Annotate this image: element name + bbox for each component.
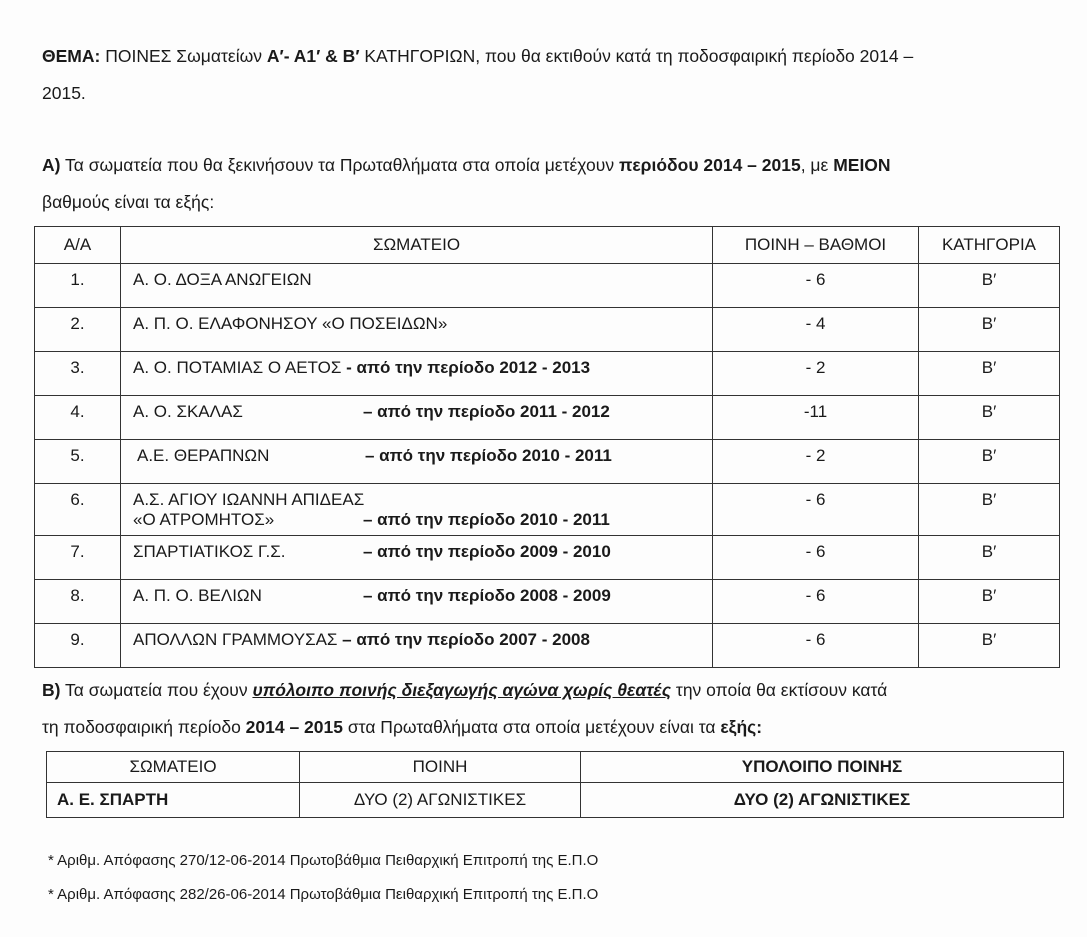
- row-category: Β′: [919, 580, 1060, 624]
- row-category: Β′: [919, 440, 1060, 484]
- club-period: – από την περίοδο 2010 - 2011: [363, 510, 610, 529]
- row-category: Β′: [919, 536, 1060, 580]
- section-b-label: Β): [42, 680, 61, 700]
- row-points: - 6: [713, 264, 919, 308]
- table-row: [35, 624, 1060, 668]
- club-name: ΑΠΟΛΛΩΝ ΓΡΑΜΜΟΥΣΑΣ: [133, 630, 338, 649]
- row-club: [121, 440, 713, 484]
- row-category: Β′: [919, 396, 1060, 440]
- table-row: [35, 396, 1060, 440]
- section-b-period: 2014 – 2015: [245, 717, 343, 737]
- club-name: Α. Π. Ο. ΒΕΛΙΩΝ: [133, 586, 262, 605]
- row-category: Β′: [919, 352, 1060, 396]
- row-category: Β′: [919, 308, 1060, 352]
- row-points: - 4: [713, 308, 919, 352]
- row-category: Β′: [919, 264, 1060, 308]
- row-category: Β′: [919, 484, 1060, 536]
- row-number: 4.: [35, 396, 121, 440]
- row-number: 6.: [35, 484, 121, 536]
- row-points: - 6: [713, 536, 919, 580]
- section-b-text-3: τη ποδοσφαιρική περίοδο: [42, 717, 246, 737]
- club-period: - από την περίοδο 2012 - 2013: [346, 358, 591, 377]
- section-a-label: Α): [42, 155, 61, 175]
- row-number: 5.: [35, 440, 121, 484]
- table-row: [35, 536, 1060, 580]
- row-club: [121, 484, 713, 536]
- table-header-row: [47, 752, 1064, 783]
- row-club: [121, 624, 713, 668]
- row-number: 7.: [35, 536, 121, 580]
- row-club: [121, 396, 713, 440]
- club-period: – από την περίοδο 2010 - 2011: [365, 446, 612, 465]
- row-number: 3.: [35, 352, 121, 396]
- club-name: Α. Π. Ο. ΕΛΑΦΟΝΗΣΟΥ «Ο ΠΟΣΕΙΔΩΝ»: [133, 314, 448, 333]
- row-points: - 6: [713, 624, 919, 668]
- row-number: 9.: [35, 624, 121, 668]
- header-club: ΣΩΜΑΤΕΙΟ: [121, 227, 713, 264]
- row-club: Α. Ε. ΣΠΑΡΤΗ: [47, 783, 300, 818]
- penalty-points-table: [34, 226, 1060, 668]
- table-row: [35, 308, 1060, 352]
- section-b-underlined: υπόλοιπο ποινής διεξαγωγής αγώνα χωρίς θεατές: [252, 680, 672, 700]
- club-name-line-2: «Ο ΑΤΡΟΜΗΤΟΣ»: [133, 510, 275, 529]
- row-points: - 2: [713, 352, 919, 396]
- header-club: ΣΩΜΑΤΕΙΟ: [47, 752, 300, 783]
- row-points: -11: [713, 396, 919, 440]
- footnote: * Αριθμ. Απόφασης 270/12-06-2014 Πρωτοβάθμια Πειθαρχική Επιτροπή της Ε.Π.Ο: [48, 852, 599, 869]
- row-club: [121, 580, 713, 624]
- table-row: [35, 264, 1060, 308]
- row-remaining: ΔΥΟ (2) ΑΓΩΝΙΣΤΙΚΕΣ: [581, 783, 1064, 818]
- section-a-intro: [42, 147, 891, 221]
- row-number: 8.: [35, 580, 121, 624]
- table-row: [47, 783, 1064, 818]
- subject-text-2: ΚΑΤΗΓΟΡΙΩΝ, που θα εκτιθούν κατά τη ποδοσφαιρική περίοδο 2014 –: [359, 46, 914, 66]
- club-name: Α. Ο. ΠΟΤΑΜΙΑΣ Ο ΑΕΤΟΣ: [133, 358, 342, 377]
- club-name: Α. Ο. ΣΚΑΛΑΣ: [133, 402, 243, 421]
- subject-categories: Α′- Α1′ & Β′: [266, 46, 360, 66]
- club-name: ΣΠΑΡΤΙΑΤΙΚΟΣ Γ.Σ.: [133, 542, 286, 561]
- section-b-text: Τα σωματεία που έχουν: [60, 680, 253, 700]
- section-a-period: περιόδου 2014 – 2015: [618, 155, 801, 175]
- section-a-text-3: βαθμούς είναι τα εξής:: [42, 192, 215, 212]
- row-club: [121, 352, 713, 396]
- header-remaining: ΥΠΟΛΟΙΠΟ ΠΟΙΝΗΣ: [581, 752, 1064, 783]
- section-a-text-2: , με: [800, 155, 834, 175]
- subject-label: ΘΕΜΑ:: [42, 46, 101, 66]
- header-points: ΠΟΙΝΗ – ΒΑΘΜΟΙ: [713, 227, 919, 264]
- table-row: [35, 580, 1060, 624]
- row-points: - 6: [713, 580, 919, 624]
- club-name: Α.Σ. ΑΓΙΟΥ ΙΩΑΝΝΗ ΑΠΙΔΕΑΣ: [133, 490, 365, 509]
- table-header-row: [35, 227, 1060, 264]
- no-spectators-table: [46, 751, 1064, 818]
- row-points: - 6: [713, 484, 919, 536]
- row-number: 2.: [35, 308, 121, 352]
- row-category: Β′: [919, 624, 1060, 668]
- footnote: * Αριθμ. Απόφασης 282/26-06-2014 Πρωτοβάθμια Πειθαρχική Επιτροπή της Ε.Π.Ο: [48, 886, 599, 903]
- section-a-text: Τα σωματεία που θα ξεκινήσουν τα Πρωταθλήματα στα οποία μετέχουν: [60, 155, 619, 175]
- section-b-text-4: στα Πρωταθλήματα στα οποία μετέχουν είναι τα: [343, 717, 721, 737]
- club-period: – από την περίοδο 2009 - 2010: [363, 542, 611, 561]
- row-penalty: ΔΥΟ (2) ΑΓΩΝΙΣΤΙΚΕΣ: [300, 783, 581, 818]
- subject-text: ΠΟΙΝΕΣ Σωματείων: [105, 46, 267, 66]
- subject-text-3: 2015.: [42, 83, 86, 103]
- club-period: – από την περίοδο 2007 - 2008: [342, 630, 590, 649]
- row-points: - 2: [713, 440, 919, 484]
- table-row: [35, 440, 1060, 484]
- row-number: 1.: [35, 264, 121, 308]
- section-a-minus: ΜΕΙΟΝ: [833, 155, 891, 175]
- section-b-intro: [42, 672, 887, 746]
- table-row: [35, 352, 1060, 396]
- header-category: ΚΑΤΗΓΟΡΙΑ: [919, 227, 1060, 264]
- club-name: Α. Ο. ΔΟΞΑ ΑΝΩΓΕΙΩΝ: [133, 270, 312, 289]
- row-club: [121, 308, 713, 352]
- club-name: Α.Ε. ΘΕΡΑΠΝΩΝ: [137, 446, 270, 465]
- club-period: – από την περίοδο 2011 - 2012: [363, 402, 610, 421]
- row-club: [121, 536, 713, 580]
- header-aa: Α/Α: [35, 227, 121, 264]
- header-penalty: ΠΟΙΝΗ: [300, 752, 581, 783]
- row-club: [121, 264, 713, 308]
- table-row: [35, 484, 1060, 536]
- club-period: – από την περίοδο 2008 - 2009: [363, 586, 611, 605]
- section-b-text-5: εξής:: [720, 717, 763, 737]
- section-b-text-2: την οποία θα εκτίσουν κατά: [671, 680, 888, 700]
- subject-line: [42, 38, 913, 112]
